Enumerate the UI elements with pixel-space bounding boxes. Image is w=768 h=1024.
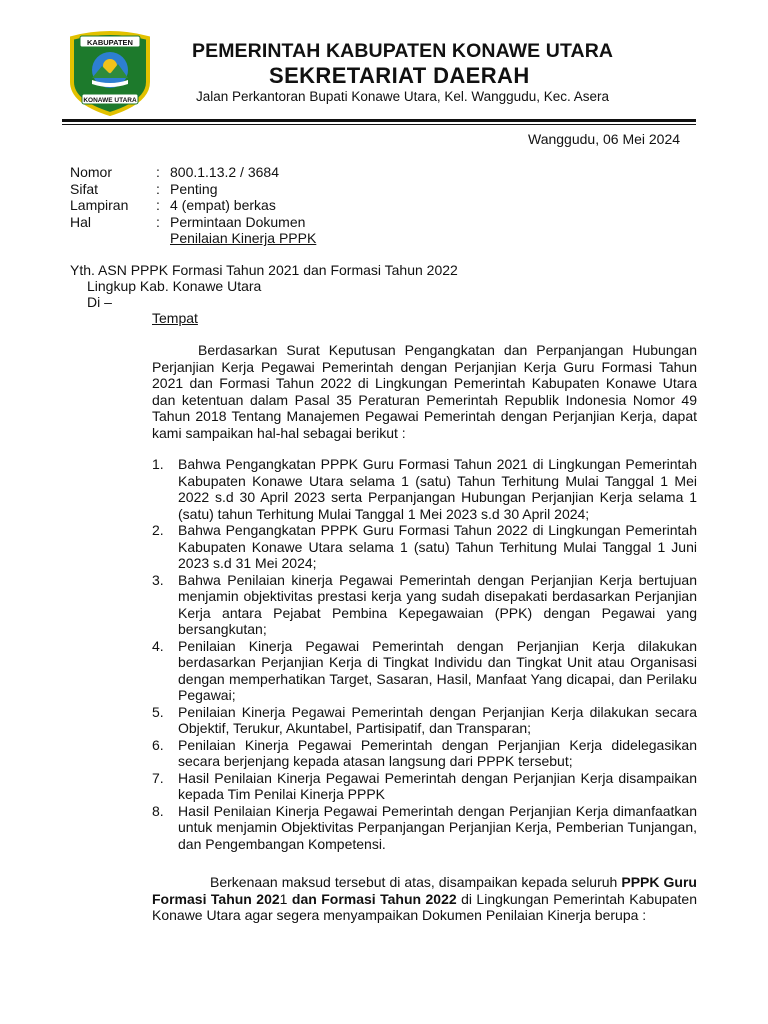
secretariat-name: SEKRETARIAT DAERAH <box>269 63 530 88</box>
meta-label <box>70 230 156 247</box>
office-address: Jalan Perkantoran Bupati Konawe Utara, Kel. Wanggudu, Kec. Asera <box>196 89 609 104</box>
meta-row-hal <box>70 214 316 231</box>
list-number: 8. <box>152 802 164 819</box>
recipient-place: Tempat <box>152 310 198 326</box>
list-text: Hasil Penilaian Kinerja Pegawai Pemerintah dengan Perjanjian Kerja disampaikan kepada Tim Penilai Kinerja PPPK <box>178 769 697 802</box>
list-item <box>152 803 697 853</box>
paragraph-text <box>152 874 697 924</box>
letter-date: Wanggudu, 06 Mei 2024 <box>528 131 681 147</box>
recipient-scope: Lingkup Kab. Konawe Utara <box>87 278 262 294</box>
list-number: 5. <box>152 703 164 720</box>
list-item <box>152 737 697 770</box>
list-item <box>152 770 697 803</box>
government-name: PEMERINTAH KABUPATEN KONAWE UTARA <box>192 40 614 62</box>
meta-label: Lampiran <box>70 197 129 213</box>
meta-row-sifat <box>70 181 316 198</box>
list-text: Penilaian Kinerja Pegawai Pemerintah dengan Perjanjian Kerja dilakukan berdasarkan Perjanjian Kerja di Tingkat Individu dan Tingkat Unit atau Organisasi dengan memperhatikan Target, Sasaran, Hasil, Manfaat Yang dicapai, dan Perilaku Pegawai; <box>178 637 697 703</box>
list-text: Hasil Penilaian Kinerja Pegawai Pemerintah dengan Perjanjian Kerja dimanfaatkan untuk menjamin Objektivitas Perpanjangan Perjanjian Kerja, Pemberian Tunjangan, dan Pengembangan Kompetensi. <box>178 802 697 852</box>
list-item <box>152 638 697 704</box>
meta-value: Permintaan Dokumen <box>170 213 306 230</box>
recipient-line: Yth. ASN PPPK Formasi Tahun 2021 dan Formasi Tahun 2022 <box>70 262 458 278</box>
letterhead-rule-thin <box>62 124 696 125</box>
para2-part2: 1 <box>279 890 292 907</box>
letterhead-rule-thick <box>62 119 696 122</box>
meta-value: 800.1.13.2 / 3684 <box>170 164 279 180</box>
list-text: Bahwa Pengangkatan PPPK Guru Formasi Tahun 2021 di Lingkungan Pemerintah Kabupaten Konawe Utara selama 1 (satu) Tahun Terhitung Mulai Tanggal 1 Mei 2022 s.d 30 April 2023 serta Perpanjangan Hubungan Perjanjian Kerja selama 1 (satu) tahun Terhitung Mulai Tanggal 1 Mei 2023 s.d 30 April 2024; <box>178 456 697 522</box>
logo-bottom-text: KONAWE UTARA <box>83 97 137 104</box>
meta-colon: : <box>156 180 160 197</box>
list-number: 7. <box>152 769 164 786</box>
list-item <box>152 704 697 737</box>
meta-value-subject: Penilaian Kinerja PPPK <box>170 230 317 246</box>
para2-part3: di Lingkungan Pemerintah Kabupaten Konawe Utara agar segera menyampaikan Dokumen Penilaian Kinerja berupa : <box>152 890 698 923</box>
list-number: 4. <box>152 637 164 654</box>
list-number: 6. <box>152 736 164 753</box>
list-text: Penilaian Kinerja Pegawai Pemerintah dengan Perjanjian Kerja didelegasikan secara berjenjang kepada atasan langsung dari PPPK tersebut; <box>178 736 697 769</box>
regency-logo-icon <box>62 30 158 116</box>
list-number: 1. <box>152 456 164 472</box>
para2-part1: Berkenaan maksud tersebut di atas, disampaikan kepada seluruh <box>210 874 622 890</box>
list-item <box>152 456 697 522</box>
list-number: 2. <box>152 522 164 538</box>
numbered-list <box>152 456 697 852</box>
meta-row-hal-continued <box>70 230 316 247</box>
para2-bold1: PPPK Guru Formasi Tahun 202 <box>152 874 697 907</box>
closing-paragraph <box>152 874 697 924</box>
logo-top-text: KABUPATEN <box>87 38 133 47</box>
meta-label: Sifat <box>70 180 99 197</box>
meta-label: Nomor <box>70 164 113 180</box>
meta-row-lampiran <box>70 197 316 214</box>
meta-value: 4 (empat) berkas <box>170 197 276 213</box>
meta-colon: : <box>156 213 160 230</box>
paragraph-text: Berdasarkan Surat Keputusan Pengangkatan dan Perpanjangan Hubungan Perjanjian Kerja Pegawai Pemerintah dengan Perjanjian Kerja Guru Formasi Tahun 2021 dan Formasi Tahun 2022 di Lingkungan Pemerintah Kabupaten Konawe Utara dan ketentuan dalam Pasal 35 Peraturan Pemerintah Republik Indonesia Nomor 49 Tahun 2018 Tentang Manajemen Pegawai Pemerintah dengan Perjanjian Kerja, dapat kami sampaikan hal-hal sebagai berikut : <box>152 342 697 441</box>
list-text: Bahwa Penilaian kinerja Pegawai Pemerintah dengan Perjanjian Kerja bertujuan menjamin objektivitas prestasi kerja yang sudah disepakati berdasarkan Perjanjian Kerja antara Pejabat Pembina Kepegawaian (PPK) dengan Pegawai yang bersangkutan; <box>178 571 697 637</box>
meta-colon: : <box>156 197 160 213</box>
list-item <box>152 572 697 638</box>
meta-row-nomor <box>70 164 316 181</box>
meta-value: Penting <box>170 180 218 197</box>
para2-bold2: dan Formasi Tahun 2022 <box>291 890 457 907</box>
list-text: Penilaian Kinerja Pegawai Pemerintah dengan Perjanjian Kerja dilakukan secara Objektif, Terukur, Akuntabel, Partisipatif, dan Transparan; <box>178 703 697 736</box>
list-text: Bahwa Pengangkatan PPPK Guru Formasi Tahun 2022 di Lingkungan Pemerintah Kabupaten Konawe Utara selama 1 (satu) Tahun Terhitung Mulai Tanggal 1 Juni 2023 s.d 31 Mei 2024; <box>178 522 697 571</box>
opening-paragraph <box>152 342 697 441</box>
meta-label: Hal <box>70 213 92 230</box>
letter-metadata <box>70 164 316 247</box>
meta-colon: : <box>156 164 160 180</box>
list-number: 3. <box>152 571 164 588</box>
meta-colon <box>156 230 170 247</box>
list-item <box>152 522 697 572</box>
recipient-di: Di – <box>87 294 112 310</box>
